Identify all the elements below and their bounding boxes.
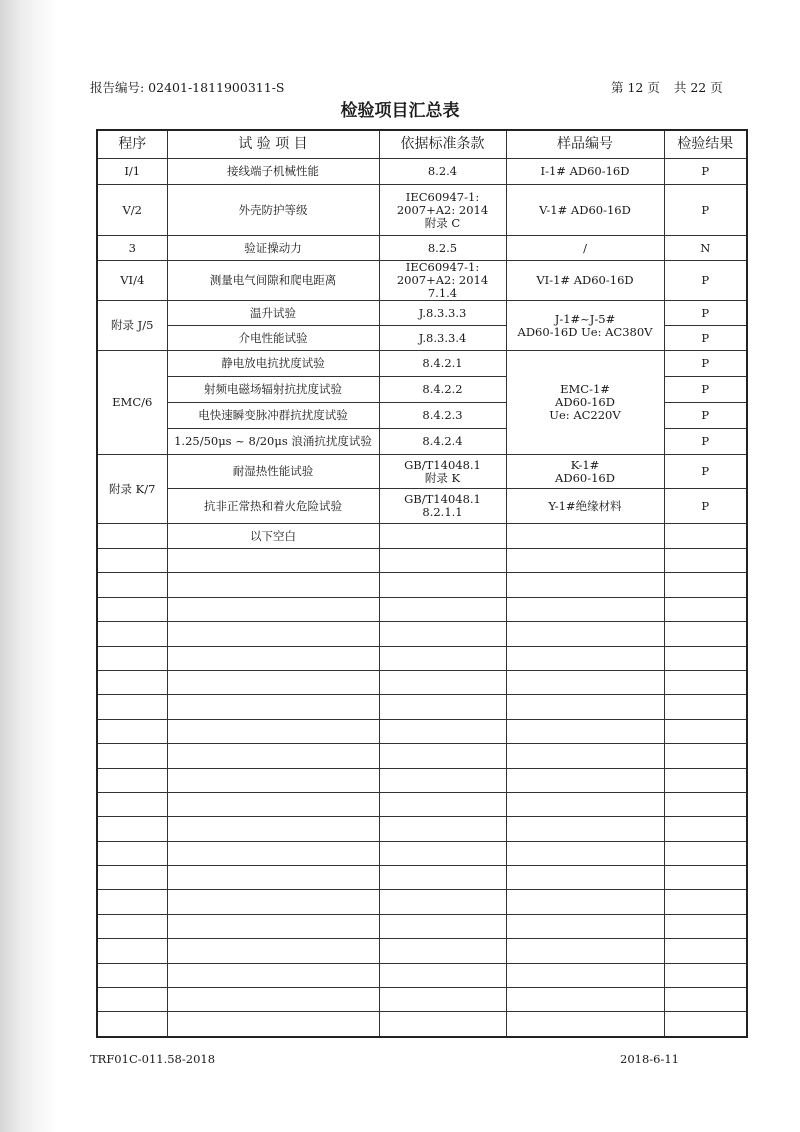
blank-cell bbox=[664, 890, 747, 914]
blank-cell bbox=[97, 914, 167, 938]
blank-cell bbox=[664, 792, 747, 816]
blank-cell bbox=[167, 670, 379, 694]
blank-cell bbox=[97, 963, 167, 987]
procedure-cell: 3 bbox=[97, 236, 167, 261]
col-header-clause: 依据标准条款 bbox=[379, 130, 506, 159]
total-pages: 共 22 页 bbox=[673, 80, 723, 95]
scan-edge-shadow bbox=[0, 0, 58, 1132]
result-cell: P bbox=[664, 351, 747, 377]
procedure-cell: VI/4 bbox=[97, 261, 167, 301]
blank-cell bbox=[506, 817, 664, 841]
blank-cell bbox=[379, 646, 506, 670]
table-row bbox=[97, 455, 747, 489]
table-header-row bbox=[97, 130, 747, 159]
blank-cell bbox=[379, 549, 506, 573]
blank-cell bbox=[379, 817, 506, 841]
result-cell: P bbox=[664, 377, 747, 403]
page-indicator bbox=[611, 78, 723, 96]
result-cell: P bbox=[664, 429, 747, 455]
sample-cell bbox=[506, 351, 664, 455]
blank-cell bbox=[506, 768, 664, 792]
sample-line: AD60-16D bbox=[555, 395, 615, 409]
blank-row bbox=[97, 890, 747, 914]
blank-cell bbox=[379, 695, 506, 719]
blank-cell bbox=[506, 792, 664, 816]
blank-row bbox=[97, 549, 747, 573]
blank-cell bbox=[664, 597, 747, 621]
clause-line: 2007+A2: 2014 7.1.4 bbox=[396, 273, 489, 300]
blank-row bbox=[97, 744, 747, 768]
col-header-test-item: 试 验 项 目 bbox=[167, 130, 379, 159]
blank-cell bbox=[379, 768, 506, 792]
blank-row bbox=[97, 939, 747, 963]
blank-cell bbox=[97, 1012, 167, 1037]
test-item-cell: 抗非正常热和着火危险试验 bbox=[167, 489, 379, 524]
procedure-cell: I/1 bbox=[97, 159, 167, 185]
blank-cell bbox=[664, 817, 747, 841]
blank-cell bbox=[664, 646, 747, 670]
clause-line: 2007+A2: 2014 bbox=[396, 202, 489, 217]
blank-row bbox=[97, 963, 747, 987]
blank-cell bbox=[167, 817, 379, 841]
blank-cell bbox=[97, 768, 167, 792]
clause-cell bbox=[379, 455, 506, 489]
blank-cell bbox=[167, 914, 379, 938]
blank-cell bbox=[167, 890, 379, 914]
blank-cell bbox=[506, 549, 664, 573]
blank-row bbox=[97, 988, 747, 1012]
blank-cell bbox=[664, 549, 747, 573]
test-item-cell: 静电放电抗扰度试验 bbox=[167, 351, 379, 377]
blank-cell bbox=[167, 841, 379, 865]
blank-row bbox=[97, 646, 747, 670]
test-item-cell: 测量电气间隙和爬电距离 bbox=[167, 261, 379, 301]
procedure-cell: EMC/6 bbox=[97, 351, 167, 455]
procedure-cell bbox=[97, 524, 167, 549]
test-item-cell: 外壳防护等级 bbox=[167, 185, 379, 236]
procedure-cell: V/2 bbox=[97, 185, 167, 236]
clause-cell bbox=[379, 489, 506, 524]
col-header-sample-no: 样品编号 bbox=[506, 130, 664, 159]
result-cell: N bbox=[664, 236, 747, 261]
page-title: 检验项目汇总表 bbox=[340, 101, 460, 121]
blank-cell bbox=[167, 939, 379, 963]
blank-cell bbox=[379, 890, 506, 914]
blank-row bbox=[97, 1012, 747, 1037]
blank-cell bbox=[506, 939, 664, 963]
blank-cell bbox=[167, 988, 379, 1012]
blank-cell bbox=[506, 1012, 664, 1037]
test-item-cell: 接线端子机械性能 bbox=[167, 159, 379, 185]
blank-row bbox=[97, 817, 747, 841]
result-cell: P bbox=[664, 301, 747, 326]
blank-row bbox=[97, 914, 747, 938]
blank-cell bbox=[506, 744, 664, 768]
blank-cell bbox=[664, 573, 747, 597]
blank-cell bbox=[379, 597, 506, 621]
blank-cell bbox=[167, 768, 379, 792]
blank-cell bbox=[664, 963, 747, 987]
blank-cell bbox=[379, 841, 506, 865]
blank-cell bbox=[167, 695, 379, 719]
end-note-cell: 以下空白 bbox=[167, 524, 379, 549]
blank-row bbox=[97, 719, 747, 743]
table-row bbox=[97, 185, 747, 236]
clause-cell bbox=[379, 261, 506, 301]
clause-line: IEC60947-1: bbox=[405, 189, 480, 204]
blank-cell bbox=[97, 988, 167, 1012]
blank-cell bbox=[97, 573, 167, 597]
blank-cell bbox=[97, 597, 167, 621]
blank-cell bbox=[167, 866, 379, 890]
blank-cell bbox=[97, 866, 167, 890]
table-row bbox=[97, 524, 747, 549]
blank-cell bbox=[167, 1012, 379, 1037]
sample-cell: V-1# AD60-16D bbox=[506, 185, 664, 236]
sample-line: AD60-16D bbox=[555, 470, 615, 485]
sample-line: J-1#~J-5# bbox=[554, 311, 616, 326]
page-number: 第 12 页 bbox=[611, 80, 660, 95]
blank-cell bbox=[379, 866, 506, 890]
blank-cell bbox=[97, 719, 167, 743]
test-summary-table bbox=[96, 129, 748, 1038]
sample-line: EMC-1# bbox=[560, 382, 610, 396]
clause-cell: 8.2.4 bbox=[379, 159, 506, 185]
blank-cell bbox=[664, 866, 747, 890]
blank-row bbox=[97, 622, 747, 646]
test-item-cell: 射频电磁场辐射抗扰度试验 bbox=[167, 377, 379, 403]
blank-cell bbox=[97, 817, 167, 841]
blank-cell bbox=[379, 719, 506, 743]
sample-cell bbox=[506, 301, 664, 351]
table-row bbox=[97, 489, 747, 524]
blank-cell bbox=[167, 622, 379, 646]
blank-row bbox=[97, 866, 747, 890]
blank-cell bbox=[97, 670, 167, 694]
blank-cell bbox=[664, 622, 747, 646]
blank-cell bbox=[167, 646, 379, 670]
blank-cell bbox=[97, 646, 167, 670]
blank-row bbox=[97, 573, 747, 597]
sample-cell: Y-1#绝缘材料 bbox=[506, 489, 664, 524]
blank-cell bbox=[664, 695, 747, 719]
blank-cell bbox=[506, 914, 664, 938]
clause-cell: 8.2.5 bbox=[379, 236, 506, 261]
blank-cell bbox=[664, 988, 747, 1012]
clause-cell: 8.4.2.1 bbox=[379, 351, 506, 377]
blank-cell bbox=[506, 670, 664, 694]
blank-cell bbox=[167, 597, 379, 621]
table-row bbox=[97, 236, 747, 261]
blank-cell bbox=[167, 573, 379, 597]
test-item-cell: 验证操动力 bbox=[167, 236, 379, 261]
table-row bbox=[97, 301, 747, 326]
blank-cell bbox=[379, 792, 506, 816]
blank-cell bbox=[506, 890, 664, 914]
result-cell: P bbox=[664, 455, 747, 489]
sample-line: Ue: AC220V bbox=[549, 408, 621, 422]
sample-cell bbox=[506, 455, 664, 489]
blank-cell bbox=[167, 792, 379, 816]
blank-cell bbox=[506, 963, 664, 987]
clause-line: IEC60947-1: bbox=[405, 260, 480, 274]
blank-cell bbox=[506, 866, 664, 890]
result-cell: P bbox=[664, 489, 747, 524]
blank-cell bbox=[379, 670, 506, 694]
result-cell: P bbox=[664, 403, 747, 429]
blank-cell bbox=[506, 719, 664, 743]
procedure-cell: 附录 J/5 bbox=[97, 301, 167, 351]
blank-cell bbox=[506, 988, 664, 1012]
blank-cell bbox=[97, 549, 167, 573]
col-header-result: 检验结果 bbox=[664, 130, 747, 159]
clause-cell: 8.4.2.2 bbox=[379, 377, 506, 403]
table-row bbox=[97, 351, 747, 377]
blank-cell bbox=[379, 1012, 506, 1037]
clause-cell: 8.4.2.3 bbox=[379, 403, 506, 429]
blank-cell bbox=[506, 841, 664, 865]
blank-cell bbox=[97, 792, 167, 816]
blank-cell bbox=[379, 744, 506, 768]
blank-cell bbox=[664, 939, 747, 963]
blank-cell bbox=[506, 646, 664, 670]
clause-line: 附录 C bbox=[424, 215, 461, 230]
procedure-cell: 附录 K/7 bbox=[97, 455, 167, 524]
blank-cell bbox=[167, 719, 379, 743]
test-item-cell: 电快速瞬变脉冲群抗扰度试验 bbox=[167, 403, 379, 429]
blank-cell bbox=[664, 1012, 747, 1037]
blank-cell bbox=[167, 549, 379, 573]
test-item-cell: 温升试验 bbox=[167, 301, 379, 326]
clause-line: GB/T14048.1 bbox=[404, 457, 481, 472]
report-number: 报告编号: 02401-1811900311-S bbox=[90, 80, 285, 95]
test-item-cell: 介电性能试验 bbox=[167, 326, 379, 351]
table-row bbox=[97, 159, 747, 185]
test-item-cell: 1.25/50μs ~ 8/20μs 浪涌抗扰度试验 bbox=[167, 429, 379, 455]
blank-cell bbox=[379, 988, 506, 1012]
blank-cell bbox=[167, 963, 379, 987]
blank-cell bbox=[664, 719, 747, 743]
blank-cell bbox=[664, 670, 747, 694]
test-item-cell: 耐湿热性能试验 bbox=[167, 455, 379, 489]
result-cell bbox=[664, 524, 747, 549]
form-number: TRF01C-011.58-2018 bbox=[90, 1052, 216, 1066]
clause-cell: J.8.3.3.4 bbox=[379, 326, 506, 351]
blank-cell bbox=[664, 914, 747, 938]
result-cell: P bbox=[664, 185, 747, 236]
clause-line: 附录 K bbox=[424, 470, 461, 485]
clause-line: 8.2.1.1 bbox=[422, 505, 463, 519]
sample-line: K-1# bbox=[570, 457, 600, 472]
blank-row bbox=[97, 768, 747, 792]
col-header-procedure: 程序 bbox=[97, 130, 167, 159]
table-row bbox=[97, 261, 747, 301]
blank-cell bbox=[97, 744, 167, 768]
result-cell: P bbox=[664, 326, 747, 351]
blank-cell bbox=[664, 768, 747, 792]
blank-row bbox=[97, 841, 747, 865]
blank-cell bbox=[379, 963, 506, 987]
sample-cell: / bbox=[506, 236, 664, 261]
clause-cell: J.8.3.3.3 bbox=[379, 301, 506, 326]
blank-cell bbox=[379, 622, 506, 646]
sample-cell: VI-1# AD60-16D bbox=[506, 261, 664, 301]
blank-cell bbox=[664, 841, 747, 865]
blank-cell bbox=[379, 939, 506, 963]
blank-cell bbox=[379, 573, 506, 597]
blank-cell bbox=[506, 695, 664, 719]
blank-cell bbox=[97, 939, 167, 963]
document-date: 2018-6-11 bbox=[620, 1052, 679, 1066]
blank-row bbox=[97, 792, 747, 816]
blank-cell bbox=[506, 597, 664, 621]
clause-cell bbox=[379, 185, 506, 236]
blank-row bbox=[97, 695, 747, 719]
sample-cell: I-1# AD60-16D bbox=[506, 159, 664, 185]
result-cell: P bbox=[664, 261, 747, 301]
clause-line: GB/T14048.1 bbox=[404, 492, 481, 506]
sample-cell bbox=[506, 524, 664, 549]
blank-cell bbox=[379, 914, 506, 938]
blank-cell bbox=[97, 841, 167, 865]
blank-cell bbox=[506, 573, 664, 597]
blank-cell bbox=[664, 744, 747, 768]
blank-cell bbox=[97, 622, 167, 646]
blank-cell bbox=[506, 622, 664, 646]
blank-cell bbox=[167, 744, 379, 768]
result-cell: P bbox=[664, 159, 747, 185]
blank-cell bbox=[97, 695, 167, 719]
blank-row bbox=[97, 670, 747, 694]
blank-row bbox=[97, 597, 747, 621]
blank-cell bbox=[97, 890, 167, 914]
clause-cell bbox=[379, 524, 506, 549]
sample-line: AD60-16D Ue: AC380V bbox=[517, 324, 653, 339]
clause-cell: 8.4.2.4 bbox=[379, 429, 506, 455]
